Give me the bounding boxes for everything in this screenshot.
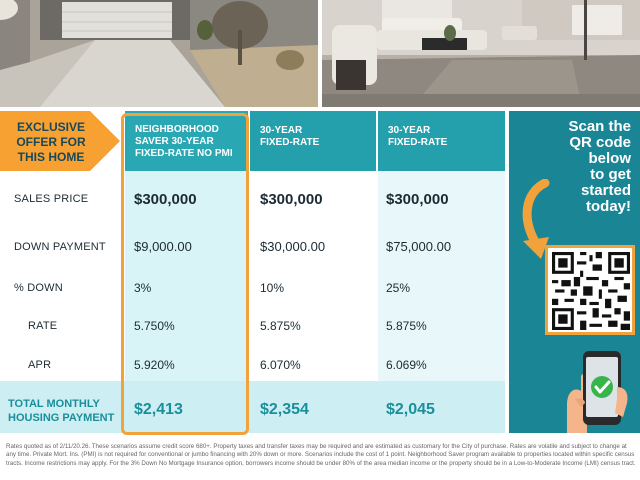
qr-code[interactable] bbox=[545, 245, 635, 335]
mortgage-comparison-table bbox=[0, 111, 505, 433]
row-label-percent-down: % DOWN bbox=[14, 282, 63, 294]
legal-disclaimer: Rates quoted as of 2/11/20.26. These scenarios assume credit score 680+. Property taxes and transfer taxes may be required and are estimated as customary for the City of purchase. Rates are volatile and subject to change at any time. Private Mort. Ins. (PMI) is not required for conventional or jumbo financing with 20% down or more. Scenarios include the cost of 1 point. Neighborhood Saver program available to properties located within specific census tracts. Income restrictions may apply. For the 3% Down No Mortgage Insurance option, borrowers income should be under 80% of the area median income or the property should be in a Low-to-Moderate Income (LMI) census tract. bbox=[6, 443, 636, 467]
cell-rate-1: 5.750% bbox=[134, 319, 175, 333]
cell-down-payment-1: $9,000.00 bbox=[134, 239, 192, 254]
cell-sales-price-2: $300,000 bbox=[260, 191, 323, 208]
cell-apr-2: 6.070% bbox=[260, 358, 301, 372]
column-header-neighborhood-saver: NEIGHBORHOOD SAVER 30-YEAR FIXED-RATE NO PMI bbox=[125, 111, 248, 171]
cell-total-3: $2,045 bbox=[386, 401, 435, 418]
row-label-down-payment: DOWN PAYMENT bbox=[14, 241, 106, 253]
interior-photo bbox=[322, 0, 640, 107]
cell-down-payment-3: $75,000.00 bbox=[386, 239, 452, 254]
cell-sales-price-1: $300,000 bbox=[134, 191, 197, 208]
column-header-30-year-10: 30-YEAR FIXED-RATE bbox=[250, 111, 376, 171]
cell-percent-down-1: 3% bbox=[134, 281, 152, 295]
row-label-total-monthly-payment: TOTAL MONTHLY HOUSING PAYMENT bbox=[8, 398, 115, 424]
qr-code-icon bbox=[552, 252, 630, 330]
offer-label: EXCLUSIVE OFFER FOR THIS HOME bbox=[16, 120, 86, 164]
cell-apr-3: 6.069% bbox=[386, 358, 427, 372]
cell-percent-down-2: 10% bbox=[260, 281, 285, 295]
cell-apr-1: 5.920% bbox=[134, 358, 175, 372]
phone-check-icon bbox=[561, 347, 633, 433]
cell-rate-3: 5.875% bbox=[386, 319, 427, 333]
row-label-rate: RATE bbox=[28, 320, 58, 332]
cell-percent-down-3: 25% bbox=[386, 281, 411, 295]
recommended-column-highlight bbox=[121, 113, 249, 435]
cell-total-1: $2,413 bbox=[134, 401, 183, 418]
exterior-photo bbox=[0, 0, 318, 107]
column-header-30-year-25: 30-YEAR FIXED-RATE bbox=[378, 111, 505, 171]
cell-total-2: $2,354 bbox=[260, 401, 309, 418]
row-label-apr: APR bbox=[28, 359, 52, 371]
row-label-sales-price: SALES PRICE bbox=[14, 193, 89, 205]
table-header-row bbox=[0, 111, 505, 171]
cell-down-payment-2: $30,000.00 bbox=[260, 239, 326, 254]
cell-rate-2: 5.875% bbox=[260, 319, 301, 333]
cell-sales-price-3: $300,000 bbox=[386, 191, 449, 208]
qr-side-panel bbox=[509, 111, 640, 433]
photo-strip bbox=[0, 0, 640, 107]
scan-instructions: Scan the QR code below to get started today! bbox=[568, 118, 631, 215]
